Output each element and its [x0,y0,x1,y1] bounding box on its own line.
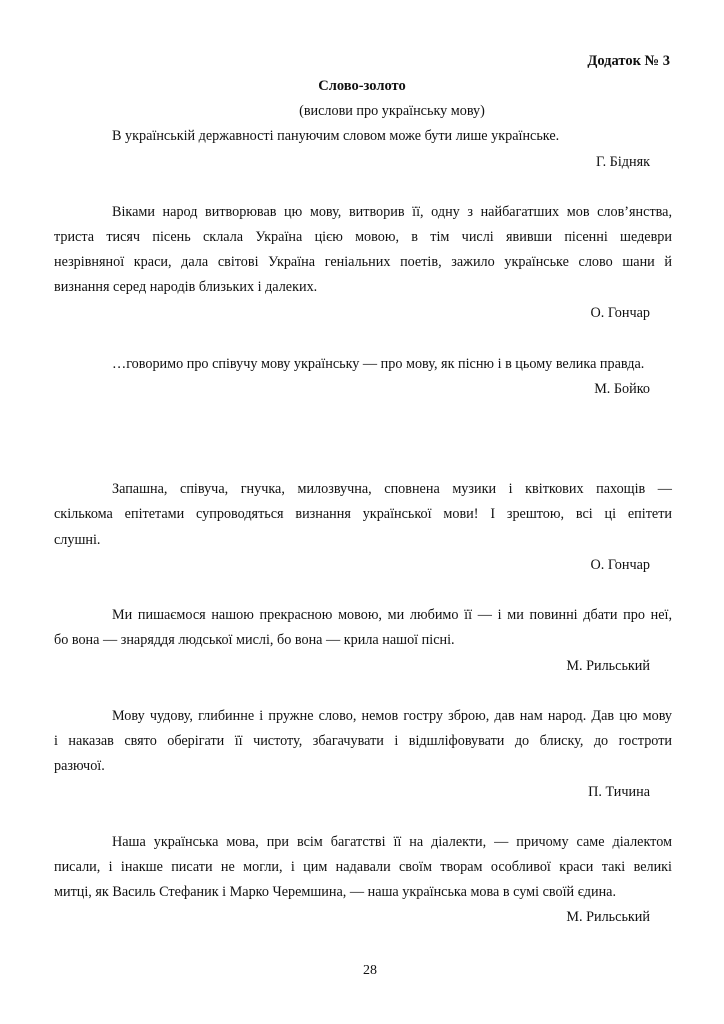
document-title: Слово-золото [318,78,406,94]
quote-line: і наказав свято оберігати її чистоту, збагачувати і відшліфовувати до блиску, до гостроти [54,733,672,749]
quote-line: митці, як Василь Стефаник і Марко Черемшина, — наша українська мова в сумі своїй єдина. [54,884,617,900]
quote-author: М. Бойко [594,381,650,397]
quote-line: Наша українська мова, при всім багатстві її на діалекти, — причому саме діалектом [112,834,672,850]
quote-line: разючої. [54,758,105,774]
quote-line: Мову чудову, глибинне і пружне слово, немов гостру зброю, дав нам народ. Дав цю мову [112,708,672,724]
quote-line: Віками народ витворював цю мову, витворив її, одну з найбагатших мов слов’янства, [112,204,672,220]
quote-line: слушні. [54,532,101,548]
appendix-label: Додаток № 3 [587,53,670,69]
quote-line: скількома епітетами супроводяться визнання української мови! І зрештою, всі ці епітети [54,506,672,522]
quote-line: визнання серед народів близьких і далеких. [54,279,318,295]
quote-author: О. Гончар [590,305,650,321]
quote-line: бо вона — знаряддя людської мислі, бо вона — крила нашої пісні. [54,632,455,648]
quote-author: О. Гончар [590,557,650,573]
quote-line: незрівняної краси, дала світові Україна геніальних поетів, зажило українське слово шани й [54,254,672,270]
quote-line: …говоримо про співучу мову українську — про мову, як пісню і в цьому велика правда. [112,356,645,372]
document-subtitle: (вислови про українську мову) [299,103,485,119]
quote-author: М. Рильський [566,658,650,674]
quote-line: писали, і інакше писати не могли, і цим надавали своїм творам особливої краси такі великі [54,859,672,875]
quote-line: В українській державності пануючим словом може бути лише українське. [112,128,560,144]
quote-line: триста тисяч пісень склала Україна цією мовою, в тім числі явивши пісенні шедеври [54,229,672,245]
quote-author: Г. Бідняк [595,154,650,170]
quote-author: М. Рильський [566,909,650,925]
quote-line: Ми пишаємося нашою прекрасною мовою, ми любимо її — і ми повинні дбати про неї, [112,607,672,623]
quote-author: П. Тичина [588,784,650,800]
quote-line: Запашна, співуча, гнучка, милозвучна, сповнена музики і квіткових пахощів — [112,481,672,497]
page-number: 28 [363,963,377,978]
